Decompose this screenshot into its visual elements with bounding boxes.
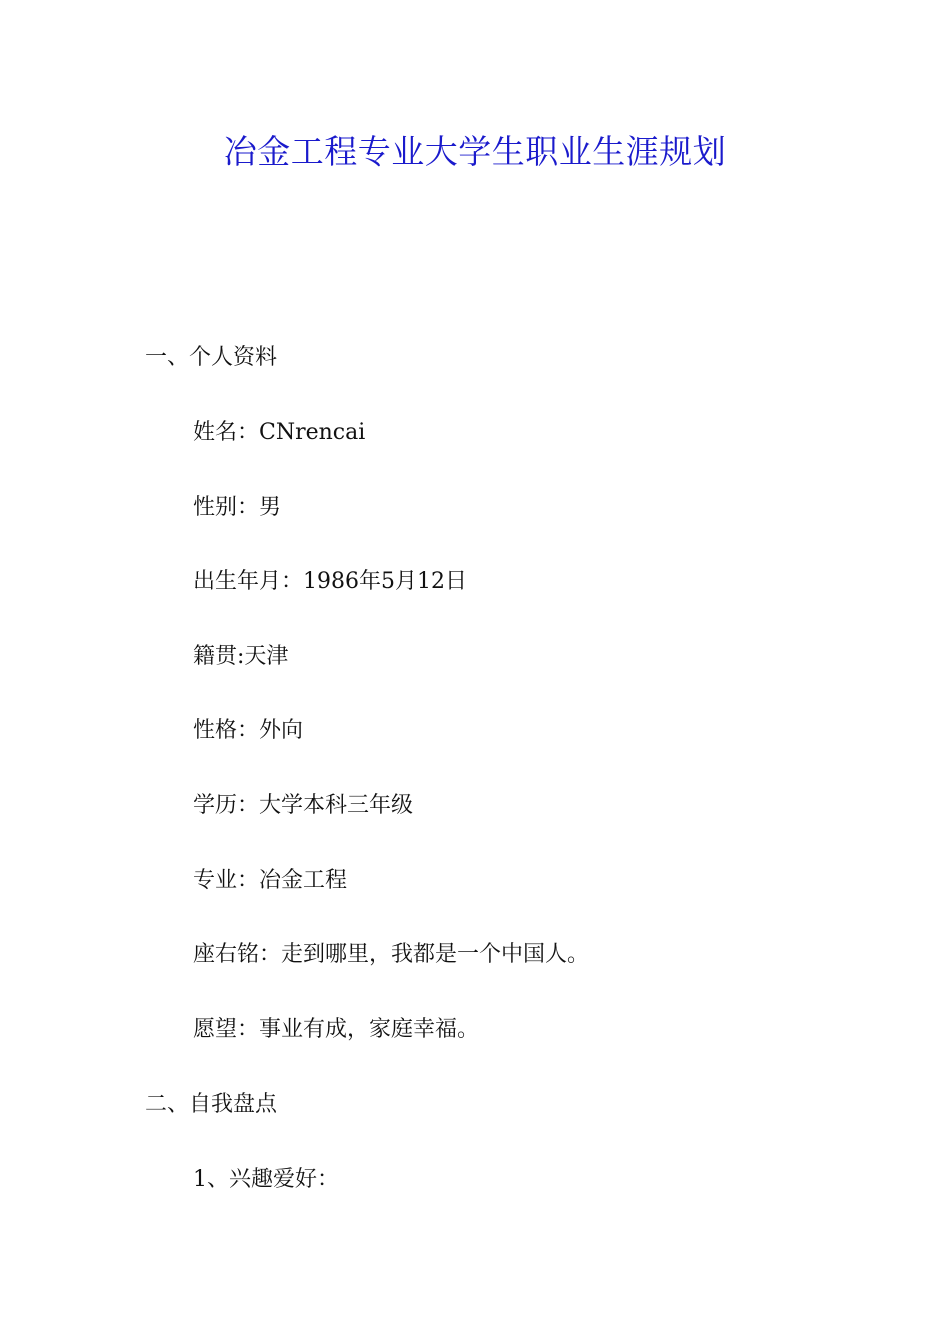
info-personality: 性格：外向 [193,718,304,743]
info-gender: 性别：男 [193,495,282,520]
info-education: 学历：大学本科三年级 [193,793,414,818]
info-name: 姓名：CNrencai [193,420,366,445]
section-heading-self-assessment: 二、自我盘点 [145,1092,278,1117]
info-motto: 座右铭：走到哪里，我都是一个中国人。 [193,942,590,967]
document-title: 冶金工程专业大学生职业生涯规划 [223,132,727,171]
info-birth-date: 出生年月：1986年5月12日 [193,569,467,594]
info-wish: 愿望：事业有成，家庭幸福。 [193,1017,480,1042]
section-heading-personal-info: 一、个人资料 [145,345,278,370]
info-hometown: 籍贯:天津 [193,644,289,669]
self-assessment-item-hobbies: 1、兴趣爱好： [193,1167,339,1192]
info-major: 专业：冶金工程 [193,868,348,893]
